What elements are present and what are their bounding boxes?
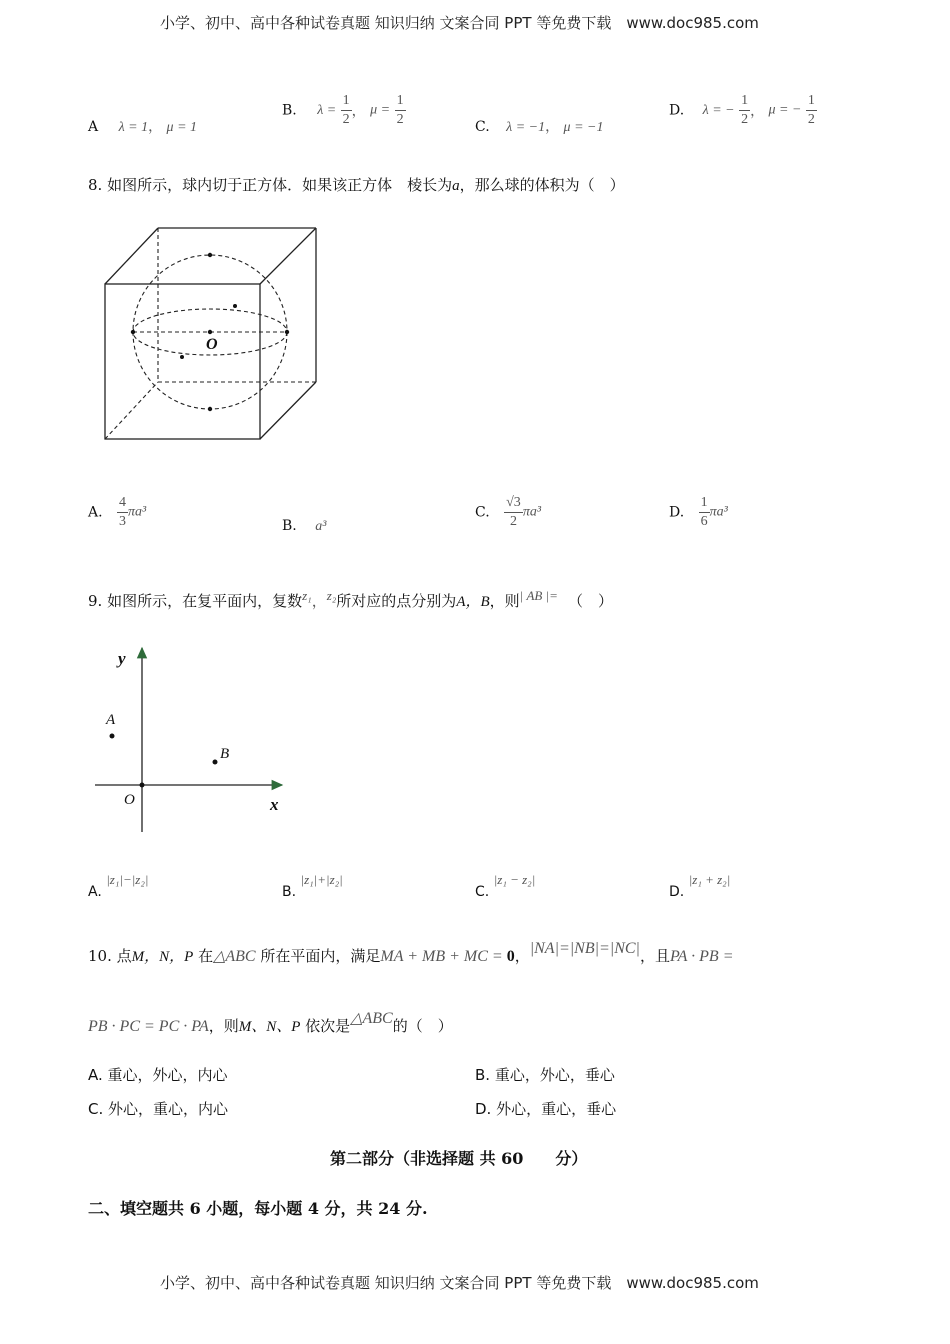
q7-option-b: B. λ = $\frac{1}{2}$ ， μ = $\frac{1}{2}$ [282,93,404,127]
q10-option-b: B. 重心，外心，垂心 [475,1066,615,1084]
q9-option-b: B. |z₁|+|z₂| [282,872,343,900]
q7-option-c: C. λ = −1， μ = −1 [475,119,604,135]
q8-option-c: C. $\frac{√3}{2}$ πa³ [475,495,542,529]
option-label: D. [669,102,685,119]
point-a [110,734,115,739]
q10-option-d: D. 外心，重心，垂心 [475,1100,617,1118]
section-heading: 二、填空题共 6 小题，每小题 4 分，共 24 分. [88,1199,428,1218]
lambda-value: λ = −1 [506,120,546,135]
part2-title: 第二部分（非选择题 共 60 分） [330,1149,588,1168]
q8-cube-sphere-figure [100,222,330,444]
q8-option-d: D. $\frac{1}{6}$ πa³ [669,495,728,529]
q10-stem-line2: PB · PC = PC · PA，则M、N、P 依次是△ABC的（ ） [88,1010,453,1035]
lambda-value: λ = 1 [118,120,149,135]
mu-value: μ = 1 [166,120,198,135]
option-label: A [88,119,99,135]
page-footer: 小学、初中、高中各种试卷真题 知识归纳 文案合同 PPT 等免费下载 www.doc985.com [160,1274,759,1292]
y-axis-label: y [118,649,126,668]
q7-option-a: A λ = 1， μ = 1 [88,119,198,135]
option-label: B. [282,102,297,119]
q8-option-a: A. $\frac{4}{3}$ πa³ [88,495,147,529]
mu-value: μ = −1 [563,120,604,135]
center-label: O [206,336,218,353]
q9-option-d: D. |z₁ + z₂| [669,872,731,900]
q9-option-a: A. |z₁|−|z₂| [88,872,149,900]
fraction: $\frac{1}{6}$ [700,495,708,529]
q9-stem: 9. 如图所示，在复平面内，复数z₁，z₂所对应的点分别为A，B，则| AB |= （ ） [88,588,613,610]
option-label: C. [475,119,490,135]
mu-fraction: $\frac{1}{2}$ [807,93,815,127]
point-b-label: B [220,746,230,762]
lambda-fraction: $\frac{1}{2}$ [342,93,350,127]
fraction: $\frac{4}{3}$ [119,495,127,529]
point-a-label: A [106,712,116,728]
q9-option-c: C. |z₁ − z₂| [475,872,536,900]
q10-option-c: C. 外心，重心，内心 [88,1100,229,1118]
fraction: $\frac{√3}{2}$ [506,495,521,529]
q9-complex-plane-figure [90,640,300,840]
q7-option-d: D. λ = − $\frac{1}{2}$ ， μ = − $\frac{1}{2}$ [669,93,815,127]
page-header: 小学、初中、高中各种试卷真题 知识归纳 文案合同 PPT 等免费下载 www.doc985.com [160,14,759,32]
q8-stem: 8. 如图所示，球内切于正方体．如果该正方体 棱长为a，那么球的体积为（ ） [88,176,625,194]
lambda-fraction: $\frac{1}{2}$ [741,93,749,127]
mu-fraction: $\frac{1}{2}$ [396,93,404,127]
point-b [213,760,218,765]
cube-front-face [105,284,260,439]
x-axis-label: x [270,795,279,814]
origin-label: O [124,792,135,808]
q10-option-a: A. 重心，外心，内心 [88,1066,228,1084]
q10-stem-line1: 10. 点M，N，P 在△ABC 所在平面内，满足MA + MB + MC = 0，|NA|=|NB|=|NC|，且PA · PB = [88,940,734,965]
q8-option-b: B. a³ [282,518,327,534]
